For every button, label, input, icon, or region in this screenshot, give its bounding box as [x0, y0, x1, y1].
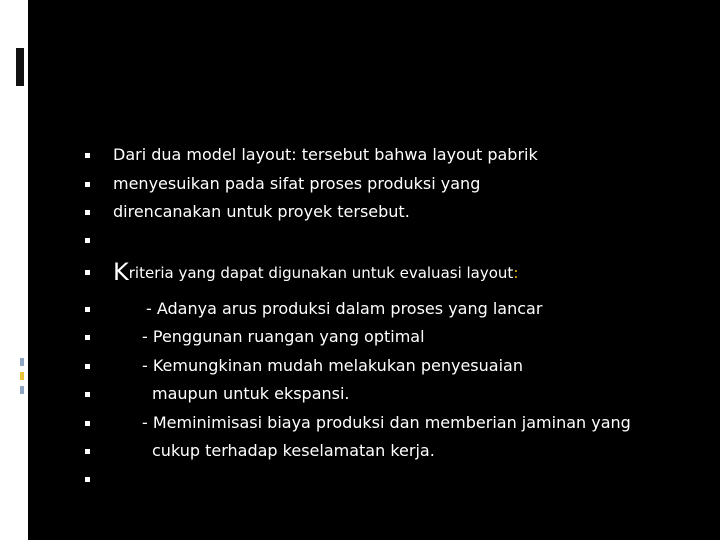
criteria-rest: riteria yang dapat digunakan untuk evaluasi layout	[128, 264, 514, 282]
criteria-item-1: - Adanya arus produksi dalam proses yang lancar	[146, 299, 543, 318]
criteria-item-4: - Meminimisasi biaya produksi dan memberian jaminan yang	[142, 413, 631, 432]
bullet-9	[85, 392, 90, 397]
bullet-5	[85, 270, 90, 275]
bullet-1	[85, 153, 90, 158]
bullet-4	[85, 238, 90, 243]
criteria-item-3-cont: maupun untuk ekspansi.	[152, 384, 350, 403]
intro-line-1	[113, 145, 538, 165]
intro-line-2: menyesuikan pada sifat proses produksi yang	[113, 174, 481, 193]
criteria-first-letter: K	[113, 258, 129, 286]
intro-lead: Dari dua model layout:	[113, 145, 297, 164]
bullet-2	[85, 182, 90, 187]
bullet-12	[85, 477, 90, 482]
bullet-6	[85, 307, 90, 312]
bullet-7	[85, 335, 90, 340]
bullet-8	[85, 364, 90, 369]
criteria-item-3: - Kemungkinan mudah melakukan penyesuaian	[142, 356, 523, 375]
deco-bar-3	[20, 372, 24, 380]
criteria-colon: :	[513, 264, 519, 282]
bullet-3	[85, 210, 90, 215]
slide	[28, 0, 720, 540]
bullet-11	[85, 449, 90, 454]
criteria-item-2: - Penggunan ruangan yang optimal	[142, 327, 425, 346]
deco-bar-4	[20, 386, 24, 394]
bullet-10	[85, 421, 90, 426]
criteria-heading	[113, 258, 519, 286]
deco-bar-2	[20, 358, 24, 366]
intro-line1-rest: tersebut bahwa layout pabrik	[296, 145, 538, 164]
intro-line-3: direncanakan untuk proyek tersebut.	[113, 202, 410, 221]
left-border	[0, 0, 28, 540]
deco-bar-1	[16, 48, 24, 86]
criteria-item-4-cont: cukup terhadap keselamatan kerja.	[152, 441, 435, 460]
